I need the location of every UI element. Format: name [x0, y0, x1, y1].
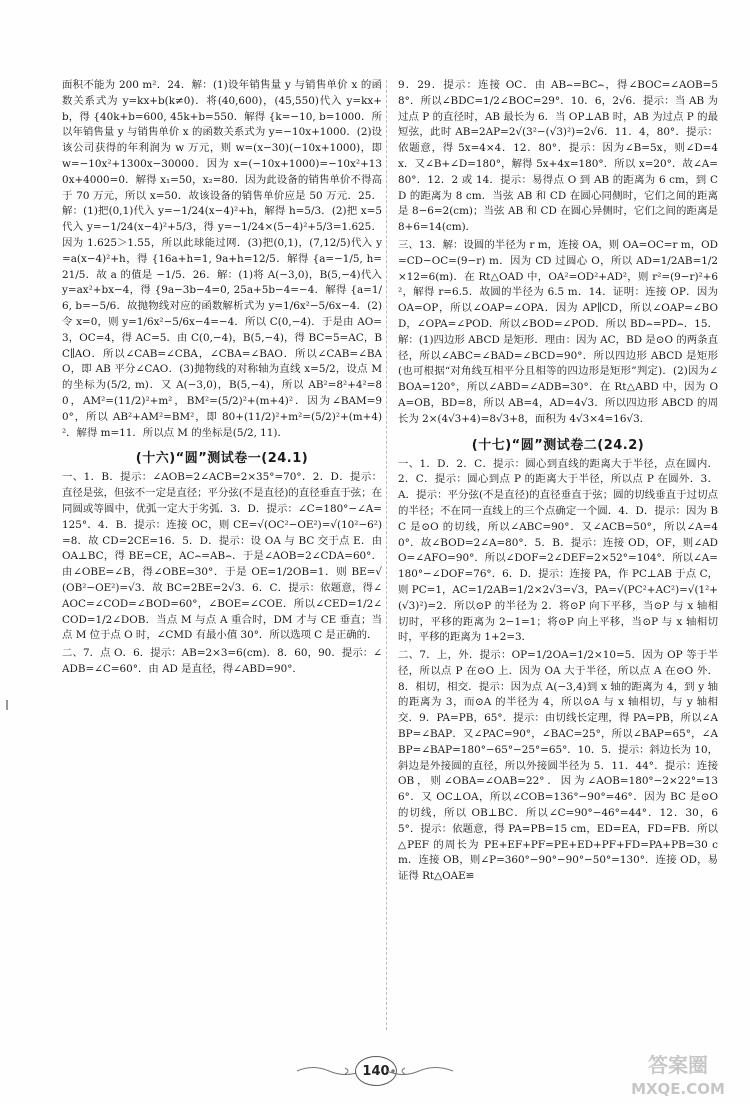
answer-paragraph: 一、1．D．2．C．提示：圆心到直线的距离大于半径，点在圆内．2．C．提示：圆心到点 P 的距离大于半径，所以点 P 在圆外．3．A．提示：平分弦(不是直径)的直径垂直于弦；圆的切线垂直于过切点的半径；不在同一直线上的三个点确定一个圆．4．D．提示：因为 BC 是⊙O 的切线，所以∠ABC=90°．又∠ACB=50°，所以∠A=40°．故∠BOD=2∠A=80°．5．B．提示：连接 OD，OF，则∠ADO=∠AFO=90°．所以∠DOF=2∠DEF=2×52°=104°．所以∠A=180°−∠DOF=76°．6．D．提示：连接 PA，作 PC⊥AB 于点 C，则 PC=1，AC=1/2AB=1/2×2√3=√3，PA=√(PC²+AC²)=√(1²+(√3)²)=2．所以⊙P 的半径为 2．将⊙P 向下平移，当⊙P 与 x 轴相切时，平移的距离为 2−1=1；将⊙P 向上平移，当⊙P 与 x 轴相切时，平移的距离为 1+2=3．	[398, 457, 718, 644]
margin-mark	[6, 700, 14, 710]
flourish-right-icon	[385, 1064, 455, 1078]
answer-paragraph: 9．29．提示：连接 OC．由 AB⌢=BC⌢，得∠BOC=∠AOB=58°．所以∠BDC=1/2∠BOC=29°．10．6，2√6．提示：当 AB 为过点 P 的直径时，AB 最长为 6．当 OP⊥AB 时，AB 为过点 P 的最短弦，此时 AB=2AP=2√(3²−(√3)²)=2√6．11．4，80°．提示：依题意，得 5x=4×4．12．80°．提示：因为∠B=5x，则∠D=4x．又∠B+∠D=180°，解得 5x+4x=180°．所以 x=20°．故∠A=80°．12．2 或 14．提示：易得点 O 到 AB 的距离为 6 cm，到 CD 的距离为 8 cm．当弦 AB 和 CD 在圆心同侧时，它们之间的距离是 8−6=2(cm)；当弦 AB 和 CD 在圆心异侧时，它们之间的距离是 8+6=14(cm)．	[398, 79, 718, 234]
page-number: 140	[362, 1063, 390, 1079]
answer-paragraph: 面积不能为 200 m²．24．解：(1)设年销售量 y 与销售单价 x 的函数关系式为 y=kx+b(k≠0)．将(40,600)，(45,550)代入 y=kx+b，得 {40k+b=600, 45k+b=550．解得 {k=−10, b=1000．所以年销售量 y 与销售单价 x 的函数关系式为 y=−10x+1000．(2)设该公司获得的年利润为 w 万元，则 w=(x−30)(−10x+1000)，即 w=−10x²+1300x−30000．因为 x=(−10x+1000)=−10x²+130x+4000=0．解得 x₁=50，x₂=80．因为此设备的销售单价不得高于 70 万元，所以 x=50．故该设备的销售单价应是 50 万元．25．解：(1)把(0,1)代入 y=−1/24(x−4)²+h，解得 h=5/3．(2)把 x=5 代入 y=−1/24(x−4)²+5/3，得 y=−1/24×(5−4)²+5/3=1.625．因为 1.625＞1.55，所以此球能过网．(3)把(0,1)，(7,12/5)代入 y=a(x−4)²+h，得 {16a+h=1, 9a+h=12/5．解得 {a=−1/5, h=21/5．故 a 的值是 −1/5．26．解：(1)将 A(−3,0)，B(5,−4)代入 y=ax²+bx−4，得 {9a−3b−4=0, 25a+5b−4=−4．解得 {a=1/6, b=−5/6．故抛物线对应的函数解析式为 y=1/6x²−5/6x−4．(2)令 x=0，则 y=1/6x²−5/6x−4=−4．所以 C(0,−4)．于是由 AO=3，OC=4，得 AC=5．由 C(0,−4)，B(5,−4)，得 BC=5=AC，BC∥AO．所以∠CAB=∠CBA，∠CBA=∠BAO．所以∠CAB=∠BAO，即 AB 平分∠CAO．(3)抛物线的对称轴为直线 x=5/2，设点 M 的坐标为(5/2, m)．又 A(−3,0)，B(5,−4)，所以 AB²=8²+4²=80，AM²=(11/2)²+m²，BM²=(5/2)²+(m+4)²．因为∠BAM=90°，所以 AB²+AM²=BM²，即 80+(11/2)²+m²=(5/2)²+(m+4)²．解得 m=11．所以点 M 的坐标是(5/2, 11)．	[62, 79, 382, 439]
left-column	[62, 78, 382, 1033]
answer-paragraph: 三、13．解：设圆的半径为 r m，连接 OA，则 OA=OC=r m，OD=CD−OC=(9−r) m．因为 CD 过圆心 O，所以 AD=1/2AB=1/2×12=6(m)．在 Rt△OAD 中，OA²=OD²+AD²，则 r²=(9−r)²+6²，解得 r=6.5．故圆的半径为 6.5 m．14．证明：连接 OP．因为 OA=OP，所以∠OAP=∠OPA．因为 AP∥CD，所以∠OAP=∠BOD，∠OPA=∠POD．所以∠BOD=∠POD．所以 BD⌢=PD⌢．15．解：(1)四边形 ABCD 是矩形．理由：因为 AC，BD 是⊙O 的两条直径，所以∠ABC=∠BAD=∠BCD=90°．所以四边形 ABCD 是矩形(也可根据“对角线互相平分且相等的四边形是矩形”判定)．(2)因为∠BOA=120°，所以∠ABD=∠ADB=30°．在 Rt△ABD 中，因为 OA=OB，BD=8，所以 AB=4，AD=4√3．所以四边形 ABCD 的周长为 2×(4√3+4)=8√3+8，面积为 4√3×4=16√3．	[398, 238, 718, 425]
watermark-text-top: 答案圈	[648, 1053, 708, 1077]
watermark-logo	[608, 1048, 748, 1100]
answer-paragraph: 二、7．上，外．提示：OP=1/2OA=1/2×10=5．因为 OP 等于半径，所以点 P 在⊙O 上．因为 OA 大于半径，所以点 A 在⊙O 外．8．相切，相交．提示：因为点 A(−3,4)到 x 轴的距离为 4，到 y 轴的距离为 3，而⊙A 的半径为 4，所以⊙A 与 x 轴相切，与 y 轴相交．9．PA=PB，65°．提示：由切线长定理，得 PA=PB，所以∠ABP=∠BAP．又∠PAC=90°，∠BAC=25°，所以∠BAP=65°，∠ABP=∠BAP=180°−65°−25°=65°．10．5．提示：斜边长为 10，斜边是外接圆的直径，所以外接圆半径为 5．11．44°．提示：连接 OB，则∠OBA=∠OAB=22°．因为∠AOB=180°−2×22°=136°．又 OC⊥OA，所以∠COB=136°−90°=46°．因为 BC 是⊙O 的切线，所以 OB⊥BC．所以∠C=90°−46°=44°．12．30，65°．提示：依题意，得 PA=PB=15 cm，ED=EA，FD=FB．所以△PEF 的周长为 PE+EF+PF=PE+ED+PF+FD=PA+PB=30 cm．连接 OB，则∠P=360°−90°−90°−50°=130°．连接 OD，易证得 Rt△OAE≌	[398, 649, 718, 883]
watermark-text-bottom: MXQE.COM	[631, 1080, 725, 1098]
answer-paragraph: 一、1．B．提示：∠AOB=2∠ACB=2×35°=70°．2．D．提示：直径是弦，但弦不一定是直径；平分弦(不是直径)的直径垂直于弦；在同圆或等圆中，优弧一定大于劣弧．3．D．提示：∠C=180°−∠A=125°．4．B．提示：连接 OC，则 CE=√(OC²−OE²)=√(10²−6²)=8．故 CD=2CE=16．5．D．提示：设 OA 与 BC 交于点 E．由 OA⊥BC，得 BE=CE，AC⌢=AB⌢．于是∠AOB=2∠CDA=60°．由∠OBE=∠B，得∠OBE=30°．于是 OE=1/2OB=1．则 BE=√(OB²−OE²)=√3．故 BC=2BE=2√3．6．C．提示：依题意，得∠AOC=∠COD=∠BOD=60°，∠BOE=∠COE．所以∠CED=1/2∠COD=1/2∠DOB．当点 M 与点 A 重合时，DM 才与 CE 垂直；当点 M 位于点 O 时，∠CMD 有最小值 30°．所以选项 C 是正确的．	[62, 471, 382, 642]
right-column	[398, 78, 718, 1033]
column-divider	[386, 80, 387, 1030]
answer-paragraph: 二、7．点 O．6．提示：AB=2×3=6(cm)．8．60，90．提示：∠ADB=∠C=60°．由 AD 是直径，得∠ABD=90°．	[62, 647, 382, 675]
section-title: (十七)“圆”测试卷二(24.2)	[471, 437, 645, 453]
section-title: (十六)“圆”测试卷一(24.1)	[135, 451, 309, 467]
